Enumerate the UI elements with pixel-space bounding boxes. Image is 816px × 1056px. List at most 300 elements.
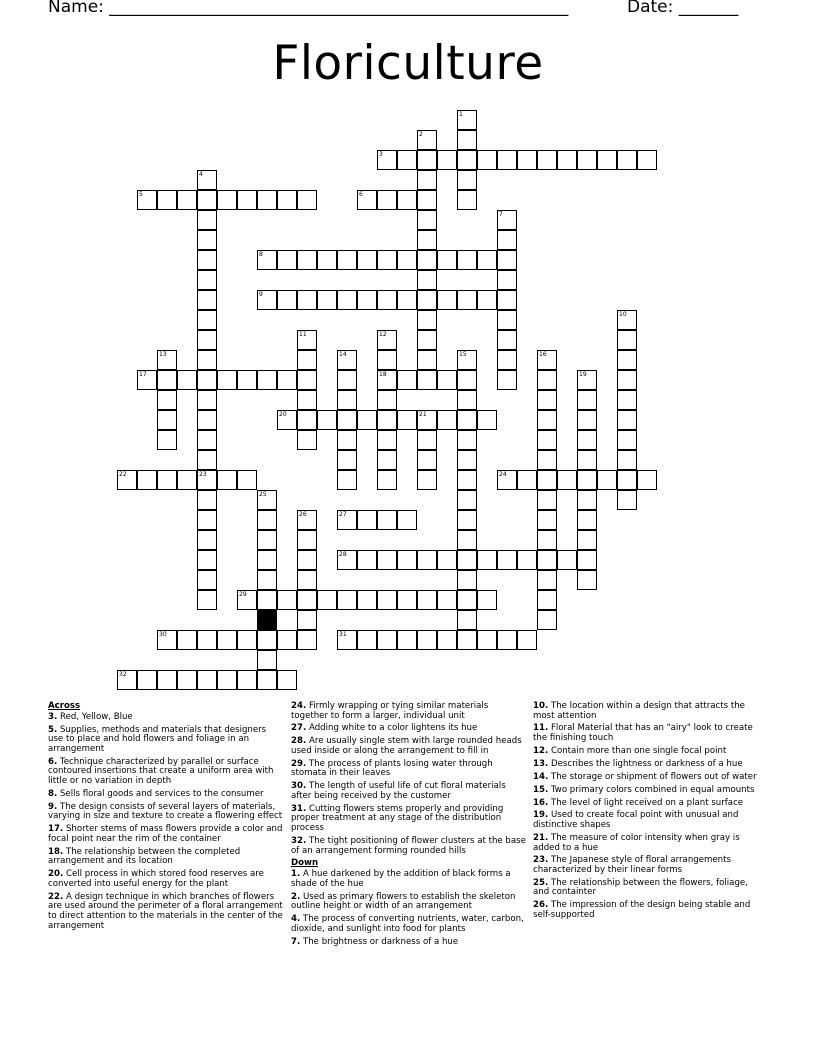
clue-number: 24 bbox=[499, 471, 507, 478]
grid-cell[interactable] bbox=[197, 250, 217, 270]
clue-number: 17 bbox=[139, 371, 147, 378]
clue-item: 6. Technique characterized by parallel or surface contoured insertions that create a uniform area with little or no variation in depth bbox=[48, 756, 274, 787]
grid-cell[interactable] bbox=[317, 590, 337, 610]
grid-cell[interactable] bbox=[477, 290, 497, 310]
grid-cell[interactable] bbox=[397, 250, 417, 270]
grid-cell[interactable] bbox=[197, 330, 217, 350]
grid-cell[interactable] bbox=[297, 530, 317, 550]
grid-cell[interactable] bbox=[457, 550, 477, 570]
grid-cell[interactable] bbox=[497, 270, 517, 290]
grid-cell[interactable] bbox=[477, 550, 497, 570]
grid-cell[interactable] bbox=[577, 530, 597, 550]
grid-cell[interactable] bbox=[557, 150, 577, 170]
grid-cell[interactable] bbox=[417, 590, 437, 610]
grid-cell[interactable] bbox=[297, 390, 317, 410]
clue-number-label: 8. bbox=[48, 788, 58, 799]
grid-cell[interactable] bbox=[537, 370, 557, 390]
clue-number-label: 27. bbox=[291, 723, 307, 734]
grid-cell[interactable] bbox=[497, 290, 517, 310]
grid-cell[interactable] bbox=[297, 570, 317, 590]
grid-cell[interactable] bbox=[357, 550, 377, 570]
clue-number: 31 bbox=[339, 631, 347, 638]
grid-cell[interactable] bbox=[537, 530, 557, 550]
grid-cell[interactable] bbox=[317, 290, 337, 310]
grid-cell[interactable] bbox=[617, 430, 637, 450]
grid-cell[interactable] bbox=[397, 290, 417, 310]
grid-cell[interactable] bbox=[377, 250, 397, 270]
grid-cell[interactable] bbox=[397, 510, 417, 530]
grid-cell[interactable] bbox=[437, 370, 457, 390]
clue-number-label: 1. bbox=[291, 869, 301, 880]
grid-cell[interactable] bbox=[517, 150, 537, 170]
grid-cell[interactable] bbox=[297, 430, 317, 450]
grid-cell[interactable] bbox=[257, 650, 277, 670]
grid-cell[interactable] bbox=[297, 290, 317, 310]
grid-cell[interactable] bbox=[297, 590, 317, 610]
grid-cell[interactable] bbox=[397, 370, 417, 390]
grid-cell[interactable] bbox=[397, 150, 417, 170]
clue-item: 16. The level of light received on a plant surface bbox=[533, 797, 744, 808]
grid-cell[interactable] bbox=[537, 550, 557, 570]
clue-number-label: 30. bbox=[291, 781, 307, 792]
date-field[interactable]: Date: _______ bbox=[627, 0, 739, 17]
grid-cell[interactable] bbox=[577, 490, 597, 510]
grid-cell[interactable] bbox=[197, 390, 217, 410]
grid-cell[interactable] bbox=[357, 590, 377, 610]
grid-cell[interactable] bbox=[597, 150, 617, 170]
grid-cell[interactable] bbox=[617, 490, 637, 510]
grid-cell[interactable] bbox=[377, 450, 397, 470]
grid-cell[interactable] bbox=[457, 130, 477, 150]
grid-cell[interactable] bbox=[197, 290, 217, 310]
grid-cell[interactable] bbox=[297, 550, 317, 570]
clue-number-label: 17. bbox=[48, 824, 64, 835]
grid-cell[interactable] bbox=[177, 670, 197, 690]
grid-cell[interactable] bbox=[417, 210, 437, 230]
grid-cell[interactable] bbox=[457, 470, 477, 490]
grid-cell[interactable] bbox=[357, 290, 377, 310]
grid-cell[interactable] bbox=[157, 390, 177, 410]
grid-cell[interactable] bbox=[197, 530, 217, 550]
clue-number-label: 11. bbox=[533, 723, 549, 734]
grid-cell[interactable] bbox=[597, 470, 617, 490]
grid-cell[interactable] bbox=[337, 410, 357, 430]
clue-number: 19 bbox=[579, 371, 587, 378]
grid-cell[interactable] bbox=[377, 290, 397, 310]
clue-number: 18 bbox=[379, 371, 387, 378]
clue-number: 13 bbox=[159, 351, 167, 358]
grid-cell[interactable] bbox=[337, 450, 357, 470]
grid-cell[interactable] bbox=[337, 370, 357, 390]
grid-cell[interactable] bbox=[357, 510, 377, 530]
grid-cell[interactable] bbox=[237, 670, 257, 690]
clue-number-label: 18. bbox=[48, 846, 64, 857]
grid-cell[interactable] bbox=[377, 430, 397, 450]
grid-cell[interactable] bbox=[277, 290, 297, 310]
grid-cell[interactable] bbox=[417, 270, 437, 290]
clue-number: 8 bbox=[259, 251, 263, 258]
clue-item: 21. The measure of color intensity when gray is added to a hue bbox=[533, 832, 740, 853]
grid-cell[interactable] bbox=[537, 150, 557, 170]
grid-cell[interactable] bbox=[497, 330, 517, 350]
grid-cell[interactable] bbox=[277, 370, 297, 390]
grid-cell[interactable] bbox=[257, 550, 277, 570]
grid-cell[interactable] bbox=[197, 370, 217, 390]
grid-cell[interactable] bbox=[457, 290, 477, 310]
grid-cell[interactable] bbox=[217, 670, 237, 690]
grid-cell[interactable] bbox=[577, 410, 597, 430]
grid-cell[interactable] bbox=[197, 590, 217, 610]
grid-cell[interactable] bbox=[377, 390, 397, 410]
grid-cell[interactable] bbox=[457, 410, 477, 430]
grid-cell[interactable] bbox=[157, 410, 177, 430]
grid-cell[interactable] bbox=[477, 410, 497, 430]
grid-cell[interactable] bbox=[357, 250, 377, 270]
grid-cell[interactable] bbox=[517, 550, 537, 570]
grid-cell[interactable] bbox=[277, 190, 297, 210]
grid-cell[interactable] bbox=[537, 390, 557, 410]
grid-cell[interactable] bbox=[417, 370, 437, 390]
grid-cell[interactable] bbox=[437, 250, 457, 270]
grid-cell[interactable] bbox=[197, 490, 217, 510]
grid-cell[interactable] bbox=[417, 310, 437, 330]
grid-cell[interactable] bbox=[297, 630, 317, 650]
clue-item: 17. Shorter stems of mass flowers provide a color and focal point near the rim of the container bbox=[48, 824, 283, 844]
grid-cell[interactable] bbox=[257, 630, 277, 650]
grid-cell[interactable] bbox=[417, 470, 437, 490]
grid-cell[interactable] bbox=[177, 630, 197, 650]
grid-cell[interactable] bbox=[577, 550, 597, 570]
grid-cell[interactable] bbox=[577, 570, 597, 590]
grid-cell[interactable] bbox=[577, 150, 597, 170]
clue-number-label: 7. bbox=[291, 936, 301, 947]
grid-cell[interactable] bbox=[297, 370, 317, 390]
grid-cell[interactable] bbox=[397, 410, 417, 430]
clue-number-label: 13. bbox=[533, 758, 549, 769]
grid-cell[interactable] bbox=[457, 510, 477, 530]
grid-cell[interactable] bbox=[457, 490, 477, 510]
grid-cell[interactable] bbox=[377, 510, 397, 530]
clue-number: 5 bbox=[139, 191, 143, 198]
clue-number: 32 bbox=[119, 671, 127, 678]
grid-cell[interactable] bbox=[457, 630, 477, 650]
grid-cell[interactable] bbox=[297, 610, 317, 630]
clue-item: 8. Sells floral goods and services to the consumer bbox=[48, 788, 264, 799]
grid-cell[interactable] bbox=[377, 550, 397, 570]
clue-item: 3. Red, Yellow, Blue bbox=[48, 711, 133, 722]
grid-cell[interactable] bbox=[417, 330, 437, 350]
grid-cell[interactable] bbox=[537, 590, 557, 610]
grid-cell[interactable] bbox=[457, 570, 477, 590]
grid-cell[interactable] bbox=[397, 590, 417, 610]
grid-cell[interactable] bbox=[237, 370, 257, 390]
grid-cell[interactable] bbox=[497, 250, 517, 270]
grid-cell[interactable] bbox=[377, 470, 397, 490]
grid-cell[interactable] bbox=[337, 290, 357, 310]
grid-cell[interactable] bbox=[537, 430, 557, 450]
grid-cell[interactable] bbox=[357, 410, 377, 430]
clue-number: 28 bbox=[339, 551, 347, 558]
grid-cell[interactable] bbox=[237, 470, 257, 490]
grid-cell[interactable] bbox=[417, 230, 437, 250]
grid-cell[interactable] bbox=[457, 590, 477, 610]
grid-cell[interactable] bbox=[177, 470, 197, 490]
clue-number: 2 bbox=[419, 131, 423, 138]
clue-number-label: 5. bbox=[48, 724, 58, 735]
grid-cell[interactable] bbox=[457, 370, 477, 390]
grid-cell[interactable] bbox=[197, 450, 217, 470]
grid-cell[interactable] bbox=[257, 190, 277, 210]
clue-number: 6 bbox=[359, 191, 363, 198]
grid-cell[interactable] bbox=[257, 370, 277, 390]
grid-cell[interactable] bbox=[497, 550, 517, 570]
grid-cell[interactable] bbox=[217, 470, 237, 490]
grid-cell[interactable] bbox=[577, 510, 597, 530]
grid-cell[interactable] bbox=[277, 670, 297, 690]
grid-cell[interactable] bbox=[417, 450, 437, 470]
grid-cell[interactable] bbox=[197, 670, 217, 690]
grid-cell[interactable] bbox=[577, 390, 597, 410]
grid-cell[interactable] bbox=[417, 250, 437, 270]
grid-cell[interactable] bbox=[337, 590, 357, 610]
clue-item: 12. Contain more than one single focal point bbox=[533, 745, 727, 756]
grid-cell[interactable] bbox=[537, 470, 557, 490]
clue-item: 10. The location within a design that attracts the most attention bbox=[533, 701, 745, 721]
grid-cell[interactable] bbox=[637, 470, 657, 490]
grid-cell[interactable] bbox=[237, 190, 257, 210]
grid-cell[interactable] bbox=[637, 150, 657, 170]
grid-cell[interactable] bbox=[257, 530, 277, 550]
grid-cell[interactable] bbox=[197, 550, 217, 570]
clue-item: 9. The design consists of several layers of materials, varying in size and texture to create a flowering effect bbox=[48, 801, 283, 822]
clue-item: 20. Cell process in which stored food reserves are converted into useful energy for the plant bbox=[48, 869, 264, 889]
grid-cell[interactable] bbox=[457, 170, 477, 190]
clue-item: 13. Describes the lightness or darkness of a hue bbox=[533, 758, 743, 769]
grid-cell[interactable] bbox=[437, 590, 457, 610]
grid-cell[interactable] bbox=[457, 610, 477, 630]
grid-cell[interactable] bbox=[157, 470, 177, 490]
grid-cell[interactable] bbox=[517, 630, 537, 650]
grid-cell[interactable] bbox=[197, 430, 217, 450]
grid-cell[interactable] bbox=[157, 430, 177, 450]
grid-cell[interactable] bbox=[457, 390, 477, 410]
grid-cell[interactable] bbox=[217, 630, 237, 650]
grid-cell[interactable] bbox=[197, 570, 217, 590]
clue-number: 27 bbox=[339, 511, 347, 518]
grid-cell[interactable] bbox=[417, 190, 437, 210]
grid-cell[interactable] bbox=[537, 410, 557, 430]
clue-number: 11 bbox=[299, 331, 307, 338]
grid-cell[interactable] bbox=[137, 670, 157, 690]
grid-cell[interactable] bbox=[557, 550, 577, 570]
grid-cell[interactable] bbox=[277, 250, 297, 270]
clue-item: 5. Supplies, methods and materials that designers use to place and hold flowers and foliage in an arrangement bbox=[48, 724, 267, 754]
clue-number: 10 bbox=[619, 311, 627, 318]
grid-cell[interactable] bbox=[257, 670, 277, 690]
puzzle-title: Floriculture bbox=[272, 36, 544, 91]
grid-cell[interactable] bbox=[197, 270, 217, 290]
grid-cell[interactable] bbox=[497, 150, 517, 170]
grid-cell[interactable] bbox=[617, 390, 637, 410]
grid-cell[interactable] bbox=[157, 670, 177, 690]
grid-cell[interactable] bbox=[617, 450, 637, 470]
grid-cell[interactable] bbox=[497, 230, 517, 250]
grid-cell[interactable] bbox=[217, 190, 237, 210]
clue-number-label: 32. bbox=[291, 835, 307, 846]
grid-cell[interactable] bbox=[177, 190, 197, 210]
grid-cell[interactable] bbox=[197, 350, 217, 370]
grid-cell[interactable] bbox=[437, 290, 457, 310]
grid-cell[interactable] bbox=[417, 350, 437, 370]
grid-cell[interactable] bbox=[197, 310, 217, 330]
grid-cell[interactable] bbox=[457, 450, 477, 470]
grid-cell[interactable] bbox=[417, 550, 437, 570]
clue-number: 3 bbox=[379, 151, 383, 158]
grid-cell[interactable] bbox=[417, 290, 437, 310]
clue-section-heading: Across bbox=[48, 701, 81, 711]
clue-number-label: 26. bbox=[533, 900, 549, 911]
clue-number: 16 bbox=[539, 351, 547, 358]
clue-item: 26. The impression of the design being stable and self-supported bbox=[533, 900, 751, 920]
grid-cell[interactable] bbox=[397, 550, 417, 570]
grid-cell[interactable] bbox=[577, 430, 597, 450]
grid-cell[interactable] bbox=[477, 250, 497, 270]
clue-number: 22 bbox=[119, 471, 127, 478]
clue-number-label: 29. bbox=[291, 758, 307, 769]
grid-cell[interactable] bbox=[337, 470, 357, 490]
grid-cell[interactable] bbox=[577, 450, 597, 470]
grid-cell[interactable] bbox=[297, 350, 317, 370]
grid-cell[interactable] bbox=[197, 630, 217, 650]
grid-cell[interactable] bbox=[317, 410, 337, 430]
grid-cell[interactable] bbox=[237, 630, 257, 650]
grid-cell[interactable] bbox=[257, 510, 277, 530]
clue-number-label: 4. bbox=[291, 914, 301, 925]
clue-number: 15 bbox=[459, 351, 467, 358]
clue-item: 1. A hue darkened by the addition of black forms a shade of the hue bbox=[291, 869, 511, 889]
grid-cell[interactable] bbox=[277, 630, 297, 650]
grid-cell[interactable] bbox=[297, 250, 317, 270]
grid-cell[interactable] bbox=[197, 410, 217, 430]
clue-item: 28. Are usually single stem with large rounded heads used inside or along the arrangement to fill in bbox=[291, 736, 522, 756]
grid-cell[interactable] bbox=[457, 250, 477, 270]
name-field[interactable]: Name: ______________________________________________________ bbox=[48, 0, 569, 17]
grid-cell[interactable] bbox=[197, 510, 217, 530]
clue-item: 7. The brightness or darkness of a hue bbox=[291, 936, 459, 947]
grid-cell[interactable] bbox=[437, 410, 457, 430]
clue-number-label: 3. bbox=[48, 711, 58, 722]
clue-number-label: 31. bbox=[291, 803, 307, 814]
clue-number: 30 bbox=[159, 631, 167, 638]
grid-cell[interactable] bbox=[337, 390, 357, 410]
grid-cell[interactable] bbox=[457, 150, 477, 170]
grid-cell[interactable] bbox=[417, 150, 437, 170]
grid-cell[interactable] bbox=[577, 470, 597, 490]
clue-item: 25. The relationship between the flowers, foliage, and containter bbox=[533, 877, 748, 898]
grid-cell[interactable] bbox=[177, 370, 197, 390]
clue-number: 9 bbox=[259, 291, 263, 298]
grid-cell[interactable] bbox=[377, 350, 397, 370]
grid-cell[interactable] bbox=[477, 630, 497, 650]
clue-number-label: 20. bbox=[48, 869, 64, 880]
grid-cell[interactable] bbox=[537, 510, 557, 530]
grid-cell[interactable] bbox=[377, 590, 397, 610]
grid-cell[interactable] bbox=[497, 350, 517, 370]
grid-cell[interactable] bbox=[377, 630, 397, 650]
grid-cell[interactable] bbox=[537, 450, 557, 470]
grid-cell[interactable] bbox=[537, 610, 557, 630]
clue-number-label: 25. bbox=[533, 877, 549, 888]
grid-cell[interactable] bbox=[417, 630, 437, 650]
grid-cell[interactable] bbox=[517, 470, 537, 490]
grid-cell[interactable] bbox=[417, 430, 437, 450]
grid-cell[interactable] bbox=[537, 490, 557, 510]
grid-cell[interactable] bbox=[617, 350, 637, 370]
grid-cell[interactable] bbox=[297, 190, 317, 210]
clue-number: 1 bbox=[459, 111, 463, 118]
grid-cell[interactable] bbox=[357, 630, 377, 650]
clue-number: 14 bbox=[339, 351, 347, 358]
grid-cell[interactable] bbox=[617, 370, 637, 390]
grid-cell[interactable] bbox=[557, 470, 577, 490]
grid-cell[interactable] bbox=[157, 370, 177, 390]
clue-number: 23 bbox=[199, 471, 207, 478]
grid-cell[interactable] bbox=[497, 630, 517, 650]
clue-number-label: 12. bbox=[533, 745, 549, 756]
grid-cell[interactable] bbox=[617, 410, 637, 430]
grid-cell[interactable] bbox=[437, 550, 457, 570]
grid-cell[interactable] bbox=[617, 330, 637, 350]
grid-cell[interactable] bbox=[617, 150, 637, 170]
grid-cell[interactable] bbox=[217, 370, 237, 390]
clue-number-label: 6. bbox=[48, 756, 58, 767]
blocked-cell bbox=[257, 610, 277, 630]
grid-cell[interactable] bbox=[377, 190, 397, 210]
grid-cell[interactable] bbox=[437, 630, 457, 650]
grid-cell[interactable] bbox=[457, 190, 477, 210]
grid-cell[interactable] bbox=[297, 410, 317, 430]
grid-cell[interactable] bbox=[337, 430, 357, 450]
grid-cell[interactable] bbox=[397, 630, 417, 650]
grid-cell[interactable] bbox=[417, 170, 437, 190]
grid-cell[interactable] bbox=[157, 190, 177, 210]
grid-cell[interactable] bbox=[457, 530, 477, 550]
grid-cell[interactable] bbox=[537, 570, 557, 590]
grid-cell[interactable] bbox=[317, 250, 337, 270]
clue-number-label: 24. bbox=[291, 701, 307, 711]
grid-cell[interactable] bbox=[497, 370, 517, 390]
grid-cell[interactable] bbox=[197, 190, 217, 210]
clue-item: 4. The process of converting nutrients, water, carbon, dioxide, and sunlight into food for plants bbox=[291, 914, 524, 934]
grid-cell[interactable] bbox=[477, 590, 497, 610]
grid-cell[interactable] bbox=[257, 590, 277, 610]
grid-cell[interactable] bbox=[137, 470, 157, 490]
grid-cell[interactable] bbox=[397, 190, 417, 210]
grid-cell[interactable] bbox=[457, 430, 477, 450]
grid-cell[interactable] bbox=[617, 470, 637, 490]
grid-cell[interactable] bbox=[437, 150, 457, 170]
clue-number-label: 9. bbox=[48, 801, 58, 812]
grid-cell[interactable] bbox=[377, 410, 397, 430]
grid-cell[interactable] bbox=[497, 310, 517, 330]
grid-cell[interactable] bbox=[477, 150, 497, 170]
grid-cell[interactable] bbox=[197, 210, 217, 230]
clue-item: 2. Used as primary flowers to establish the skeleton outline height or width of an arrangement bbox=[291, 891, 516, 912]
grid-cell[interactable] bbox=[337, 250, 357, 270]
grid-cell[interactable] bbox=[277, 590, 297, 610]
grid-cell[interactable] bbox=[197, 230, 217, 250]
grid-cell[interactable] bbox=[257, 570, 277, 590]
